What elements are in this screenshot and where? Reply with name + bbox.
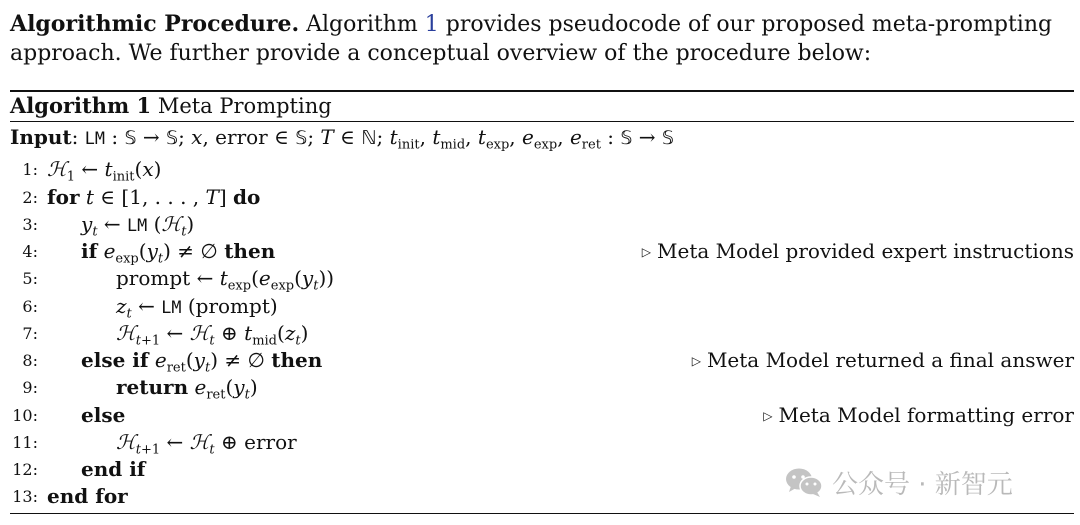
line-number: 7: — [22, 324, 38, 343]
input-label: Input — [10, 125, 72, 149]
paragraph-lead: Algorithmic Procedure. — [10, 11, 300, 37]
line-number: 8: — [22, 351, 38, 370]
line-number: 11: — [12, 433, 38, 452]
algorithm-line: 8: else if $e_{ret}(y_t)$ ≠ ∅ then ▷ Meta Model returned a final answer — [10, 347, 1074, 374]
algorithm-line: 6: $z_t$ ← LM (prompt) — [10, 293, 1074, 320]
comment-triangle-icon: ▷ — [691, 354, 701, 368]
line-number: 2: — [22, 188, 38, 207]
intro-text-a: Algorithm — [306, 12, 418, 37]
comment-triangle-icon: ▷ — [763, 409, 773, 423]
algorithm-line: 11: ℋ$_{t+1}$ ← ℋ$_t$ ⊕ error — [10, 429, 1074, 456]
line-number: 1: — [22, 160, 38, 179]
line-number: 6: — [22, 297, 38, 316]
algorithm-line: 4: if $e_{exp}(y_t)$ ≠ ∅ then ▷ Meta Model provided expert instructions — [10, 238, 1074, 265]
intro-paragraph — [10, 10, 1074, 68]
line-number: 3: — [22, 215, 38, 234]
watermark-text: 公众号 · 新智元 — [832, 469, 1013, 500]
algorithm-caption — [10, 93, 332, 119]
intro-text-b: provides pseudocode of our proposed meta-prompting approach. We further provide a conceptual overview of the procedure below: — [10, 12, 1053, 66]
algorithm-comment: ▷ Meta Model provided expert instructions — [642, 238, 1074, 266]
algorithm-line: 3: $y_t$ ← LM (ℋ$_t$) — [10, 211, 1074, 238]
algorithm-comment: ▷ Meta Model formatting error — [763, 402, 1074, 430]
algorithm-line: 2: for t ∈ [1, . . . , T] do — [10, 184, 1074, 211]
line-number: 4: — [22, 242, 38, 261]
algorithm-bottom-rule — [10, 513, 1074, 514]
algorithm-line: 5: prompt ← $t_{exp}(e_{exp}(y_t))$ — [10, 265, 1074, 292]
algorithm-line: 12: end if — [10, 456, 1074, 483]
line-number: 10: — [12, 406, 38, 425]
algorithm-mid-rule — [10, 121, 1074, 122]
algorithm-number: Algorithm 1 — [10, 93, 152, 118]
algorithm-line: 13: end for — [10, 483, 1074, 510]
wechat-logo-icon — [784, 466, 824, 498]
algorithm-reference-link[interactable]: 1 — [424, 12, 439, 37]
algorithm-input: Input: LM : 𝕊 → 𝕊; x, error ∈ 𝕊; T ∈ ℕ; $t_{init}$, $t_{mid}$, $t_{exp}$, $e_{exp}$, $e_{ret}$ : 𝕊 → 𝕊 — [10, 125, 674, 153]
algorithm-name: Meta Prompting — [157, 94, 332, 118]
line-number: 13: — [12, 487, 38, 506]
algorithm-comment: ▷ Meta Model returned a final answer — [692, 347, 1074, 375]
algorithm-line: 10: else ▷ Meta Model formatting error — [10, 402, 1074, 429]
algorithm-top-rule — [10, 90, 1074, 92]
line-number: 5: — [22, 269, 38, 288]
algorithm-line: 7: ℋ$_{t+1}$ ← ℋ$_t$ ⊕ $t_{mid}(z_t)$ — [10, 320, 1074, 347]
line-number: 12: — [12, 460, 38, 479]
line-number: 9: — [22, 378, 38, 397]
watermark — [784, 464, 1013, 500]
comment-triangle-icon: ▷ — [641, 245, 651, 259]
algorithm-line: 1: ℋ$_1$ ← $t_{init}(x)$ — [10, 156, 1074, 183]
algorithm-line: 9: return $e_{ret}(y_t)$ — [10, 374, 1074, 401]
